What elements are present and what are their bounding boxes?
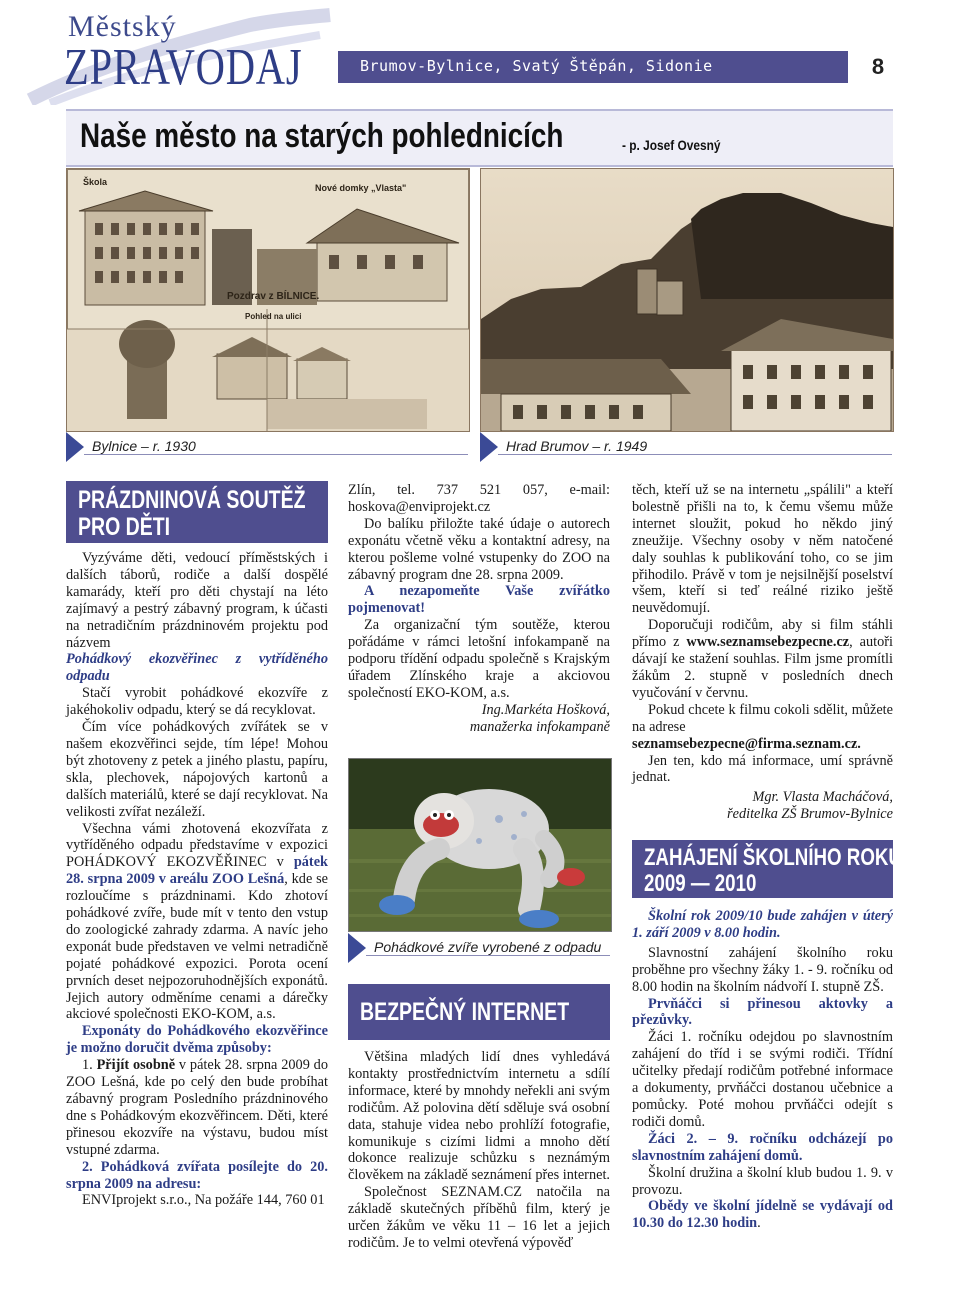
label-school: Škola bbox=[83, 177, 108, 187]
masthead-bottom-text: ZPRAVODAJ bbox=[64, 39, 303, 96]
after-school-club: Školní družina a školní klub budou 1. 9. v provozu. bbox=[632, 1164, 893, 1198]
column-3-lower bbox=[632, 908, 893, 1232]
heading-summer-contest-line2: PRO DĚTI bbox=[78, 513, 171, 541]
masthead-top-text: Městský bbox=[68, 10, 177, 43]
caption-arrow-icon bbox=[66, 432, 84, 462]
contest-address: ENVIprojekt s.r.o., Na požáře 144, 760 01 bbox=[82, 1192, 325, 1209]
contest-p4: Všechna vámi zhotovená ekozvířata z vytříděného odpadu představíme v expozici POHÁDKOVÝ EKOZVĚŘINEC v pátek 28. srpna 2009 v areálu ZOO Lešná, kde se rozloučíme s prázdninami. Kdo zhotoví pohádkové zvíře, bude mít v tento den vstup do zoologické zahrady zdarma. A navíc jeho exponát bude představen ve velmi netradičně pojaté pohádkové expozici. Porota ocení prvních deset nejpozoruhodnějších exponátů. Jejich autory odměníme cenami a dárečky akciové společnosti EKO-KOM, a.s. bbox=[66, 820, 329, 1023]
safe-internet-closing: Jen ten, kdo má informace, umí správně jednat. bbox=[632, 752, 893, 786]
header-band bbox=[338, 51, 848, 83]
safe-internet-p3: těch, kteří už se na internetu „spálili" a kteří bolestně přišli na to, k čemu všemu může internet sloužit, pokud ho někdo jiný zneužije. Všechny osoby v něm natočené daly souhlas k publikování toho, co se jim přihodilo. Právě v tom je nejsilnější poselství všem, kteří si teď reálné riziko ještě neuvědomují. bbox=[632, 482, 893, 617]
school-year-ceremony: Slavnostní zahájení školního roku proběhne pro všechny žáky 1. - 9. ročníku od 8.00 hodin na školním nádvoří I. stupně ZŠ. bbox=[632, 944, 893, 995]
signature-role: manažerka infokampaně bbox=[469, 718, 610, 735]
hrad-brumov-photo bbox=[480, 168, 894, 432]
organizer-note: Za organizační tým soutěže, kterou pořádáme v rámci letošní infokampaně na podporu třídění odpadu společně s Krajským úřadem Zlínského kraje a akciovou společností EKO-KOM, a.s. bbox=[348, 617, 610, 701]
signature-director-role: ředitelka ZŠ Brumov-Bylnice bbox=[727, 806, 893, 823]
package-info: Do balíku přiložte také údaje o autorech exponátu včetně věku a kontaktní adresy, na kterou pošleme volné vstupenky do ZOO na zábavný program dne 28. srpna 2009. bbox=[348, 515, 610, 583]
column-3 bbox=[632, 482, 893, 823]
caption-hrad-brumov bbox=[480, 432, 892, 462]
postcard-bylnice-photo bbox=[66, 168, 470, 432]
contest-event-date: pátek 28. srpna 2009 v areálu ZOO Lešná bbox=[66, 854, 328, 888]
safe-internet-p1: Většina mladých lidí dnes vyhledává kontakty prostřednictvím internetu a sdílí informace, které by mnohdy neřekli ani svým rodičům. Až polovina dětí sděluje svá osobní data, stahuje videa nebo prohlíží fotografie, komunikuje s cizími lidmi a mnoho dětí dokonce realizuje schůzku s neznámým člověkem na základě seznámení přes internet. bbox=[348, 1049, 610, 1184]
heading-school-year bbox=[632, 840, 902, 898]
contact-line: Zlín, tel. 737 521 057, e-mail: hoskova@enviprojekt.cz bbox=[348, 482, 610, 515]
heading-safe-internet-text: BEZPEČNÝ INTERNET bbox=[360, 998, 570, 1026]
column-2 bbox=[348, 482, 610, 736]
heading-safe-internet bbox=[348, 984, 610, 1040]
hrad-brumov-image bbox=[481, 169, 893, 431]
heading-summer-contest bbox=[66, 481, 328, 543]
heading-summer-contest-line1: PRÁZDNINOVÁ SOUTĚŽ bbox=[78, 486, 306, 514]
contest-p3: Čím více pohádkových zvířátek se v našem ekozvěřinci sejde, tím lépe! Mohou být zhotoveny z petek a jiného plastu, papíru, skla, plechovek, nápojových kartonů a dalších materiálů, které se dají recyklovat. Na velikosti zvířat nezáleží. bbox=[66, 719, 329, 820]
safe-internet-feedback: Pokud chcete k filmu cokoli sdělit, můžete na adrese bbox=[632, 701, 893, 735]
label-greeting: Pozdrav z BÍLNICE. bbox=[227, 291, 320, 302]
school-year-start: Školní rok 2009/10 bude zahájen v úterý 1. září 2009 v 8.00 hodin. bbox=[632, 908, 893, 941]
safe-internet-recommend: Doporučuji rodičům, aby si film stáhli přímo z www.seznamsebezpecne.cz, autoři dávají ke stažení souhlas. Film jsme promítli žákům 2. stupně v posledních dnech vyučování v červnu. bbox=[632, 617, 894, 701]
lunch-times: Obědy ve školní jídelně se vydávají od 10.30 do 12.30 hodin. bbox=[632, 1198, 893, 1232]
contest-delivery-1: 1. Přijít osobně v pátek 28. srpna 2009 do ZOO Lešná, kde po celý den bude probíhat zábavný program Posledního prázdninového dne s Pohádkovým ekozvěřincem. Děti, které přinesou ekozvíře na výstavu, budou míst vstupné zdarma. bbox=[66, 1057, 328, 1158]
contest-p2: Stačí vyrobit pohádkové ekozvíře z jakéhokoliv odpadu, který se dá recyklovat. bbox=[66, 685, 328, 719]
heading-school-year-line1: ZAHÁJENÍ ŠKOLNÍHO ROKU bbox=[644, 844, 902, 871]
header-band-text: Brumov-Bylnice, Svatý Štěpán, Sidonie bbox=[360, 57, 713, 75]
contest-delivery-heading: Exponáty do Pohádkového ekozvěřince je možno doručit dvěma způsoby: bbox=[66, 1023, 328, 1057]
name-your-animal: A nezapomeňte Vaše zvířátko pojmenovat! bbox=[348, 583, 610, 617]
first-graders-info: Žáci 1. ročníku odejdou po slavnostním zahájení do tříd i se svými rodiči. Třídní učitelky předají rodičům potřebné informace a dokumenty, prvňáčci dostanou učebnice a pomůcky. Poté mohou prvňáčci odejít s rodiči domů. bbox=[632, 1029, 893, 1130]
seznam-email-link[interactable]: seznamsebezpecne@firma.seznam.cz. bbox=[632, 735, 861, 752]
caption-hrad-brumov-text: Hrad Brumov – r. 1949 bbox=[506, 438, 648, 454]
article-title-bar bbox=[66, 109, 893, 167]
column-2-lower bbox=[348, 1049, 610, 1252]
label-new-houses: Nové domky „Vlasta" bbox=[315, 183, 407, 193]
caption-bylnice bbox=[66, 432, 468, 462]
heading-school-year-line2: 2009 — 2010 bbox=[644, 870, 757, 897]
postcard-bylnice-image bbox=[67, 169, 469, 431]
caption-bylnice-text: Bylnice – r. 1930 bbox=[92, 438, 196, 454]
first-graders-bring: Prvňáčci si přinesou aktovky a přezůvky. bbox=[632, 995, 893, 1029]
contest-delivery-2: 2. Pohádková zvířata posílejte do 20. srpna 2009 na adresu: bbox=[66, 1158, 328, 1192]
column-1 bbox=[66, 550, 328, 1209]
label-street-view: Pohled na ulici bbox=[245, 312, 302, 321]
seznam-website-link[interactable]: www.seznamsebezpecne.cz bbox=[686, 634, 850, 651]
caption-arrow-icon bbox=[480, 432, 498, 462]
eco-animal-image bbox=[349, 759, 611, 931]
caption-eco-animal-text: Pohádkové zvíře vyrobené z odpadu bbox=[374, 939, 602, 955]
page-number: 8 bbox=[871, 54, 885, 79]
caption-eco-animal bbox=[348, 933, 610, 963]
eco-animal-photo bbox=[348, 758, 612, 932]
safe-internet-p2: Společnost SEZNAM.CZ natočila na základě skutečných příběhů film, který je určen žákům ve věku 11 – 16 let a jejich rodičům. Je to velmi otevřená výpověď bbox=[348, 1184, 610, 1251]
older-pupils-go-home: Žáci 2. – 9. ročníku odcházejí po slavnostním zahájení domů. bbox=[632, 1130, 893, 1164]
article-title: Naše město na starých pohlednicích bbox=[80, 117, 564, 155]
article-author: - p. Josef Ovesný bbox=[622, 137, 721, 153]
contest-project-name: Pohádkový ekozvěřinec z vytříděného odpadu bbox=[66, 651, 328, 685]
contest-intro: Vyzýváme děti, vedoucí příměstských i dalších táborů, rodiče a další dospělé kamarády, kteří pro děti chystají na léto zajímavý a pestrý zábavný program, k účasti na netradičním prázdninovém projektu pod názvem Pohádkový ekozvěřinec z vytříděného odpadu bbox=[66, 550, 328, 685]
signature-name: Ing.Markéta Hošková, bbox=[481, 701, 610, 718]
caption-arrow-icon bbox=[348, 933, 366, 963]
signature-director-name: Mgr. Vlasta Macháčová, bbox=[752, 789, 893, 806]
